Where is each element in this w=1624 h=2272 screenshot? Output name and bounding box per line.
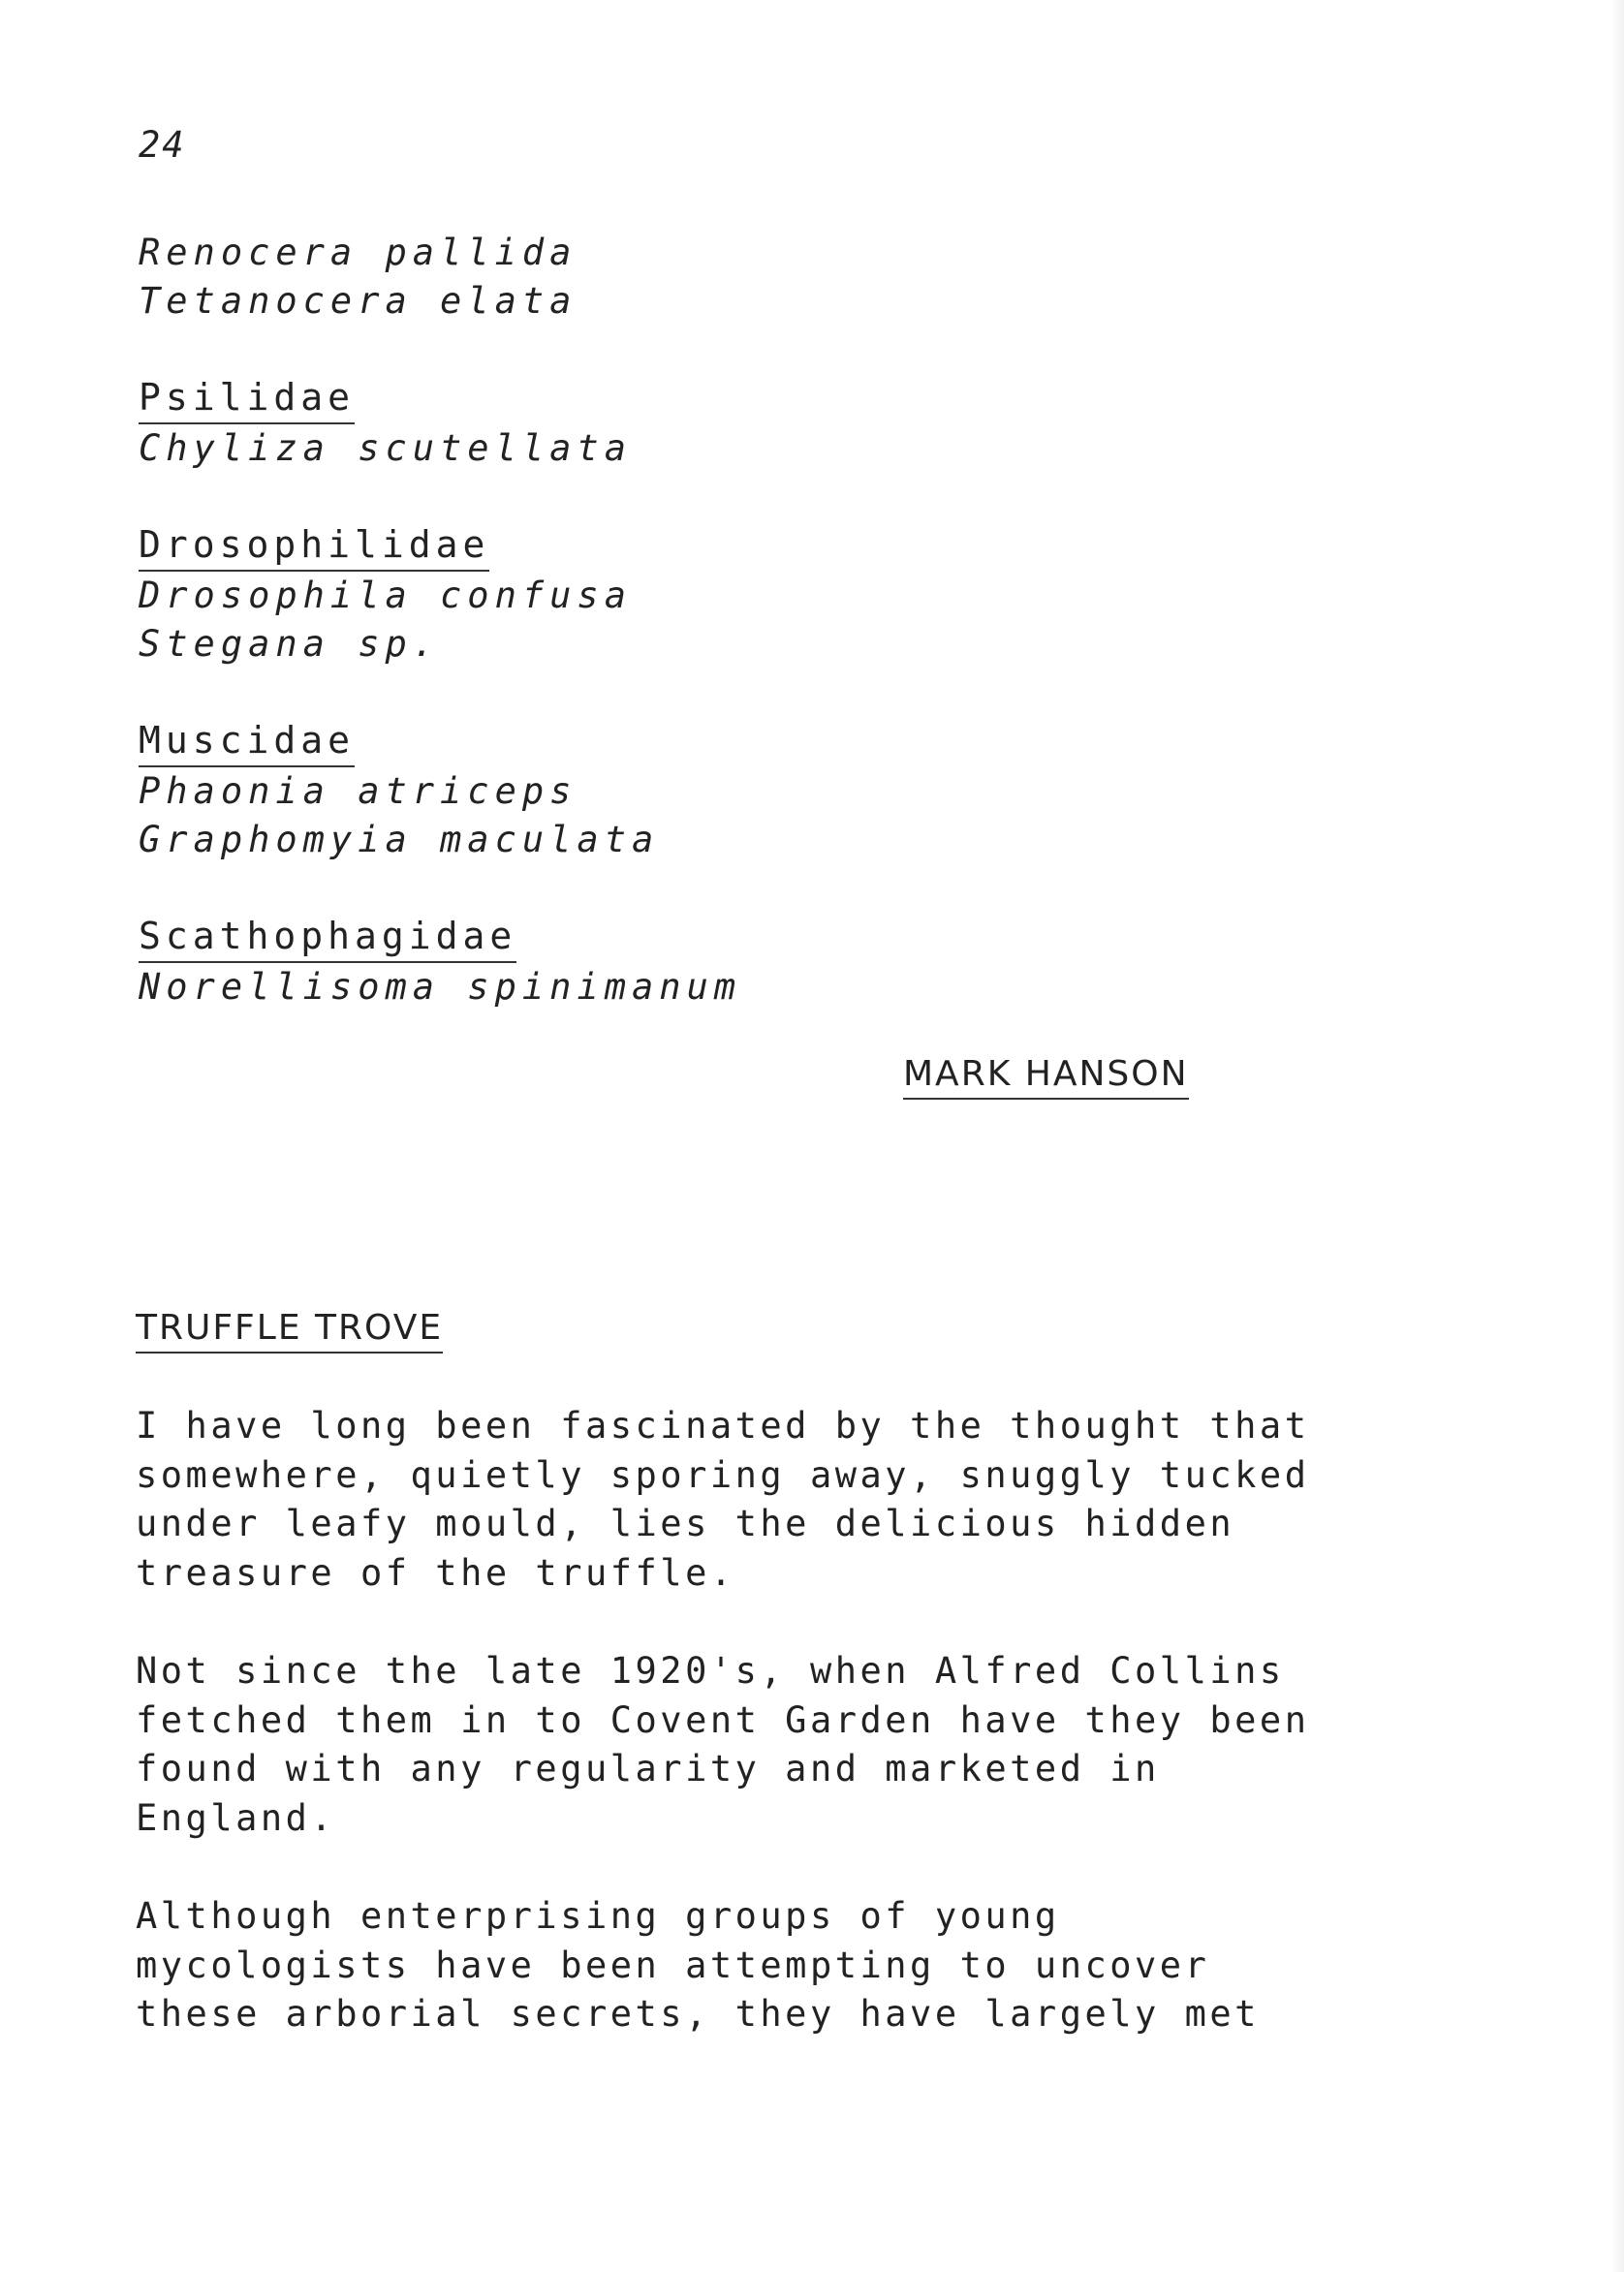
continued-species-group bbox=[139, 229, 1301, 326]
paragraph-line: somewhere, quietly sporing away, snuggly tucked bbox=[136, 1453, 1310, 1496]
paragraph-line: Although enterprising groups of young bbox=[136, 1895, 1060, 1937]
paragraph-line: under leafy mould, lies the delicious hidden bbox=[136, 1503, 1235, 1544]
species-name: Phaonia atriceps bbox=[139, 770, 578, 812]
family-group-drosophilidae bbox=[139, 521, 1301, 669]
species-name: Graphomyia maculata bbox=[139, 819, 660, 860]
species-name: Chyliza scutellata bbox=[139, 427, 632, 469]
family-heading: Muscidae bbox=[139, 717, 355, 767]
family-group-muscidae bbox=[139, 717, 1301, 864]
species-list bbox=[139, 229, 1301, 1060]
species-name: Renocera pallida bbox=[139, 232, 578, 273]
article-title: TRUFFLE TROVE bbox=[136, 1308, 443, 1354]
article-paragraph bbox=[136, 1402, 1531, 1598]
article-body bbox=[136, 1402, 1531, 2089]
paragraph-line: mycologists have been attempting to uncover bbox=[136, 1944, 1210, 1986]
family-heading: Drosophilidae bbox=[139, 521, 489, 572]
paragraph-line: England. bbox=[136, 1796, 336, 1839]
paragraph-line: these arborial secrets, they have largely met bbox=[136, 1993, 1260, 2035]
family-group-scathophagidae bbox=[139, 913, 1301, 1012]
species-name: Drosophila confusa bbox=[139, 575, 632, 616]
author-signature: MARK HANSON bbox=[903, 1054, 1189, 1100]
scan-edge-shadow bbox=[1610, 0, 1624, 2272]
paragraph-line: treasure of the truffle. bbox=[136, 1551, 735, 1594]
species-name: Stegana sp. bbox=[139, 623, 441, 665]
page-number: 24 bbox=[139, 124, 186, 166]
paragraph-line: Not since the late 1920's, when Alfred Collins bbox=[136, 1650, 1285, 1692]
article-paragraph bbox=[136, 1892, 1531, 2039]
paragraph-line: found with any regularity and marketed in bbox=[136, 1748, 1160, 1790]
family-heading: Psilidae bbox=[139, 374, 355, 424]
species-name: Tetanocera elata bbox=[139, 280, 578, 322]
article-paragraph bbox=[136, 1647, 1531, 1843]
family-group-psilidae bbox=[139, 374, 1301, 473]
species-name: Norellisoma spinimanum bbox=[139, 966, 742, 1008]
paragraph-line: I have long been fascinated by the thought that bbox=[136, 1405, 1310, 1447]
family-heading: Scathophagidae bbox=[139, 913, 516, 963]
paragraph-line: fetched them in to Covent Garden have they been bbox=[136, 1698, 1310, 1741]
